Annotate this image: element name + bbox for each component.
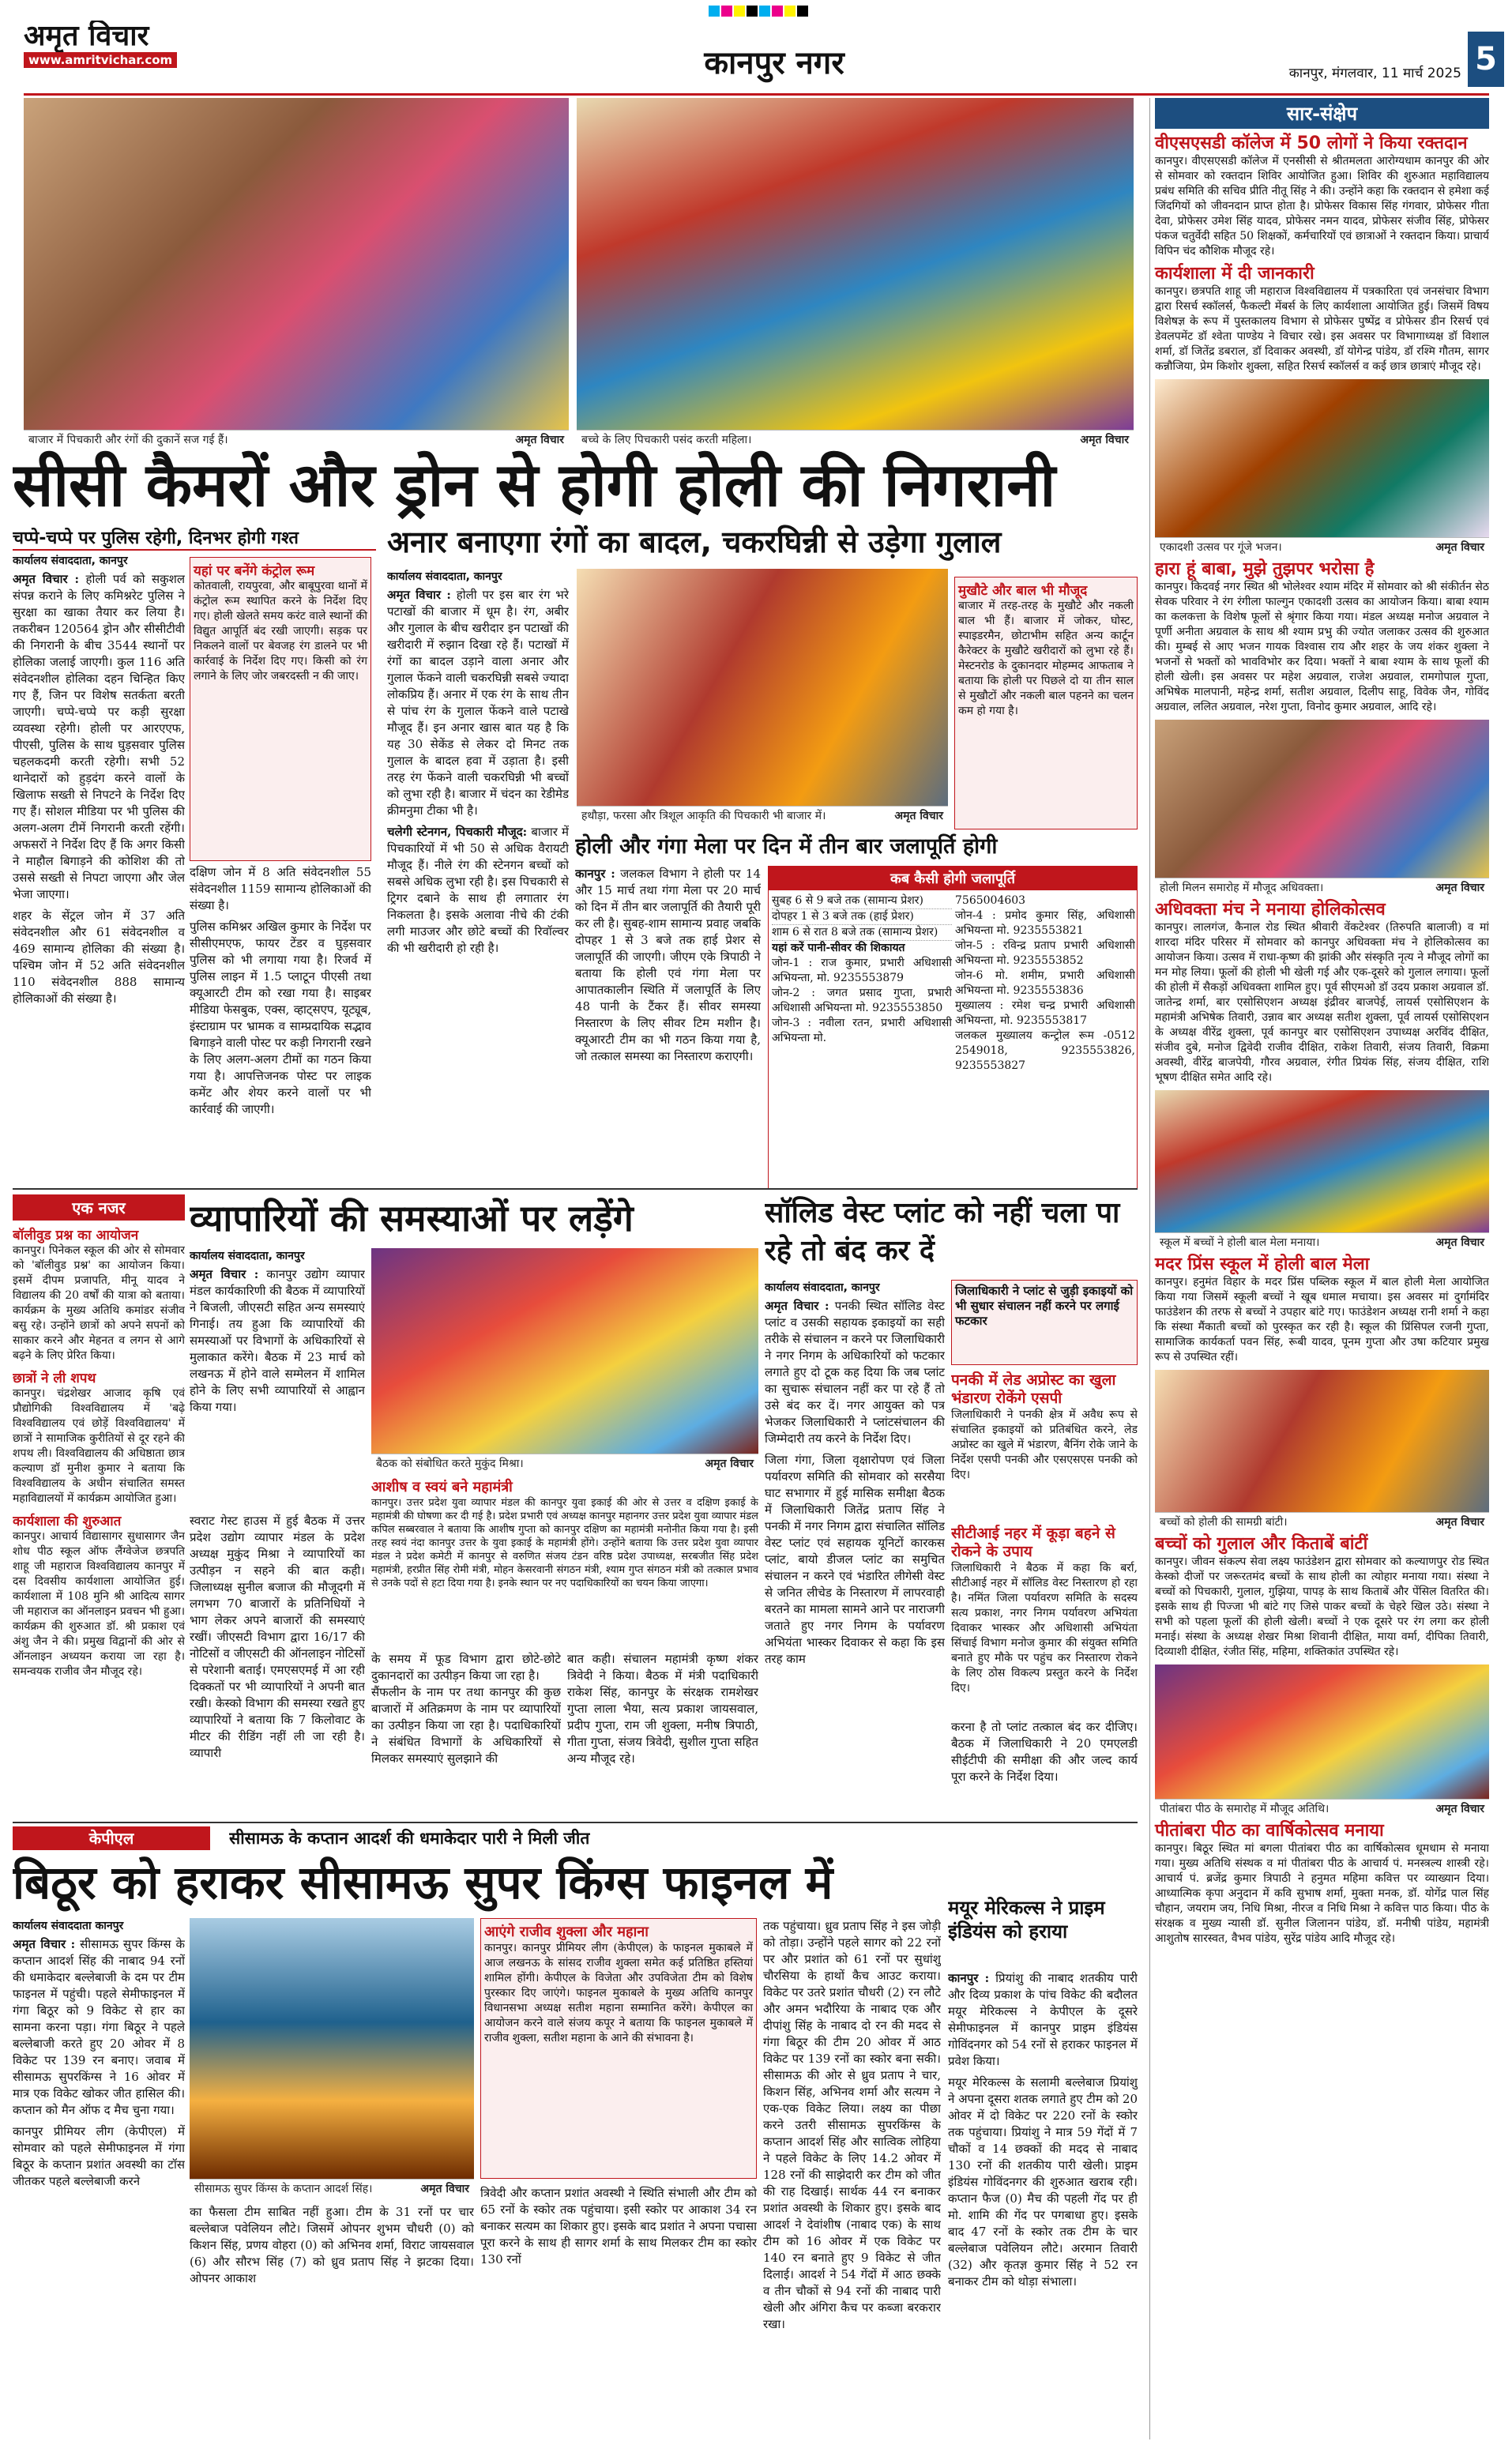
bithoor-story-col2 (190, 2204, 474, 2439)
box-title: आएंगे राजीव शुक्ला और महाना (484, 1924, 649, 1940)
vyapari-story-col1 (190, 1248, 365, 1509)
ekadashi-photo (1155, 379, 1489, 537)
pichkari-photo (577, 569, 948, 806)
contact-item: जोन-4 : प्रमोद कुमार सिंह, अधिशासी अभियन्ता मो. 9235553821 (955, 909, 1135, 937)
dateline: अमृत विचार : (190, 1267, 259, 1281)
dm-rebuke-box (951, 1280, 1138, 1365)
item-text: जिलाधिकारी ने पनकी क्षेत्र में अवैध रूप से संचालित इकाइयों को प्रतिबंधित करने, लेड अप्रोस्ट का खुले में भंडारण, बैनिंग रोके जाने के निर्देश एसपी पनकी और एसएसएस पनकी को दिए। (951, 1409, 1138, 1481)
byline: कार्यालय संवाददाता, कानपुर (13, 555, 128, 567)
anar-story (387, 569, 569, 1185)
ek-nazar-label: एक नजर (13, 1194, 185, 1221)
waste-story-col3 (951, 1719, 1138, 1817)
vyapari-story-col4 (567, 1651, 758, 1817)
photo-credit: अमृत विचार (1435, 1803, 1484, 1815)
contact-item: जलकल मुख्यालय कन्ट्रोल रूम -0512 2549018, 9235553826, 9235553827 (955, 1029, 1135, 1072)
ekadashi-caption (1155, 537, 1489, 556)
brief-text: कानपुर। लालगंज, कैनाल रोड स्थित श्रीवारी वेंकटेश्वर (तिरुपति बालाजी) व मां शारदा मंदिर परिसर में सोमवार को कानपुर अधिवक्ता मंच ने होलिकोत्सव का आयोजन किया। उत्सव में राधा-कृष्ण की झांकी और संस्कृति नृत्य ने मौजूद लोगों का मन मोह लिया। फूलों की होली भी खेली गई और एक-दूसरे को गुलाल लगाया। फूलों की होली में सैकड़ों अधिवक्ता शामिल हुए। पूर्व सीएमओ डॉ उदय प्रकाश अग्रवाल डॉ. जातेन्द्र शर्मा, बार एसोसिएशन अध्यक्ष इंद्रीवर बाजपेई, लायर्स एसोसिएशन के महामंत्री अभिषेक तिवारी, उन्नाव बार अध्यक्ष सतीश शुक्ला, पूर्व लायर्स एसोसिएशन के अध्यक्ष वीरेंद्र शुक्ला, पूर्व कानपुर बार एसोसिएशन उपाध्यक्ष अरविंद दीक्षित, संजीव दुबे, मनोज द्विवेदी राजीव दीक्षित, राकेश तिवारी, संजय तिवारी, विक्रमा अवस्थी, वीरेंद्र बाजपेयी, गौरव अग्रवाल, रंगीत प्रियंक सिंह, संजय दीक्षित, राशि भूषण दीक्षित समेत आदि रहे। (1155, 921, 1489, 1084)
caption-text: बैठक को संबोधित करते मुकुंद मिश्रा। (376, 1458, 524, 1470)
logo-text: अमृत विचार (24, 21, 149, 52)
dateline: अमृत विचार : (765, 1299, 829, 1313)
brief-title: बॉलीवुड प्रश्न का आयोजन (13, 1228, 139, 1243)
bithoor-story-col4 (763, 1918, 941, 2439)
caption-text: होली मिलन समारोह में मौजूद अधिवक्ता। (1160, 882, 1324, 894)
brief-text: कानपुर। चंद्रशेखर आजाद कृषि एवं प्रौद्योगिकी विश्वविद्यालय में 'बढ़े विश्वविद्यालय एवं छोड़ें विश्वविद्यालय' में छात्रों ने सामाजिक कुरीतियों से दूर रहने की शपथ ली। विश्वविद्यालय की अधिष्ठाता छात्र कल्याण डॉ मुनीश कुमार ने बताया कि विश्वविद्यालय के अधीन संचालित समस्त महाविद्यालयों में कार्यक्रम आयोजित हुआ। (13, 1387, 185, 1505)
vyapari-story-col2 (190, 1513, 365, 1817)
waste-headline: सॉलिड वेस्ट प्लांट को नहीं चला पा रहे तो बंद कर दें (765, 1197, 1120, 1267)
section-title: कानपुर नगर (704, 45, 844, 81)
kids-caption (1155, 1512, 1489, 1531)
bithoor-para-4: त्रिवेदी और कप्तान प्रशांत अवस्थी ने स्थिति संभाली और टीम को 65 रनों के स्कोर तक पहुंचाया। इसी स्कोर पर आकाश 34 रन बनाकर सत्यम का शिकार हुए। इसके बाद प्रशांत ने अपना पचासा पूरा करने के साथ ही सागर शर्मा के साथ मिलकर टीम का स्कोर 130 रनों (480, 2186, 757, 2266)
anar-para-2: बाजार में पिचकारियों में भी 50 से अधिक वैरायटी मौजूद हैं। नीले रंग की स्टेनगन बच्चों को सबसे अधिक लुभा रही है। इस पिचकारी से ट्रिगर दबाने के साथ ही लगातार रंग निकलता है। इसके अलावा नीचे की टंकी लगी माउजर और छोटे बच्चों की रिवॉल्वर की भी खरीदारी हो रही है। (387, 825, 569, 955)
anar-para-1: होली पर इस बार रंग भरे पटाखों की बाजार में धूम है। रंग, अबीर और गुलाल के बीच खरीदार इन पटाखों की खरीदारी में रुझान दिखा रहे हैं। पटाखों में रंगों का बादल उड़ाने वाला अनार और गुलाल फेंकने वाली चकरघिन्नी सबसे ज्यादा लोकप्रिय हैं। अनार में एक रंग के साथ तीन से पांच रंग के गुलाल फेंकने वाले पटाखे मौजूद हैं। इन अनार खास बात यह है कि यह 30 सेकेंड से लेकर दो मिनट तक गुलाल के बादल हवा में उड़ाता है। इसी तरह रंग फेंकने वाली चकरघिन्नी भी बच्चों को लुभा रही है। बाजार में चंदन का रेडीमेड क्रीमनुमा टीका भी है। (387, 588, 569, 818)
photo-credit: अमृत विचार (894, 810, 943, 822)
vyapari-headline: व्यापारियों की समस्याओं पर लड़ेंगे (190, 1197, 634, 1239)
byline: कार्यालय संवाददाता, कानपुर (190, 1250, 305, 1262)
vyapari-para-3: के समय में फूड विभाग द्वारा छोटे-छोटे दुकानदारों का उत्पीड़न किया जा रहा है। (371, 1652, 561, 1683)
ganga-headline: होली और गंगा मेला पर दिन में तीन बार जलापूर्ति होगी (575, 834, 998, 859)
contact-item: जोन-5 : रविन्द्र प्रताप प्रभारी अधिशासी अभियन्ता मो. 9235553852 (955, 939, 1135, 967)
pichkari-photo-caption (577, 806, 948, 826)
dateline: अमृत विचार : (13, 1937, 76, 1951)
meeting-photo (371, 1248, 758, 1454)
sidebar (1149, 98, 1489, 2439)
box-text: बाजार में तरह-तरह के मुखौटे और नकली बाल भी हैं। बाजार में जोकर, घोस्ट, स्पाइडरमैन, छोटाभीम सहित अन्य कार्टून कैरेक्टर के मुखौटे खरीदारों को लुभा रहे हैं। मेस्टनरोड के दुकानदार मोहम्मद आफताब ने बताया कि होली पर पिछले दो या तीन साल से मुखौटों और नकली बाल पहनने का चलन कम हो गया है। (958, 600, 1134, 717)
caption-text: एकादशी उत्सव पर गूंजे भजन। (1160, 541, 1282, 554)
masks-box (954, 577, 1138, 829)
market-photo-caption (24, 430, 569, 450)
caption-text: बच्चों को होली की सामग्री बांटी। (1160, 1516, 1288, 1529)
ek-nazar-column (13, 1194, 185, 1819)
bithoor-para-2: कानपुर प्रीमियर लीग (केपीएल) में सोमवार को पहले सेमीफाइनल में गंगा बिठूर के कप्तान प्रशांत अवस्थी का टॉस जीतकर पहले बल्लेबाजी करने (13, 2124, 185, 2188)
box-text: कानपुर। कानपुर प्रीमियर लीग (केपीएल) के फाइनल मुकाबले में आज लखनऊ के सांसद राजीव शुक्ला समेत कई प्रतिष्ठित हस्तियां शामिल होंगी। केपीएल के विजेता और उपविजेता टीम को विशेष पुरस्कार दिए जाएंगे। फाइनल मुकाबले के मुख्य अतिथि कानपुर विधानसभा अध्यक्ष सतीश महाना सम्मानित करेंगे। केपीएल का आयोजन करने वाले संजय कपूर ने बताया कि फाइनल मुकाबले में राजीव शुक्ला, सतीश महाना के आने की संभावना है। (484, 1942, 753, 2044)
anar-headline: अनार बनाएगा रंगों का बादल, चकरघिन्नी से उड़ेगा गुलाल (387, 525, 1002, 559)
guests-box (480, 1918, 757, 2179)
lead-para-2: शहर के सेंट्रल जोन में 37 अति संवेदनशील और 61 संवेदनशील व 469 सामान्य होलिका की संख्या है। पश्चिम जोन में 52 अति संवेदनशील 110 संवेदनशील 888 सामान्य होलिकाओं की संख्या है। (13, 908, 185, 1006)
caption-text: पीतांबरा पीठ के समारोह में मौजूद अतिथि। (1160, 1803, 1330, 1815)
ganga-para-1: जलकल विभाग ने होली पर 14 और 15 मार्च तथा गंगा मेला पर 20 मार्च को दिन में तीन बार जलापूर्ति की तैयारी पूरी कर ली है। सुबह-शाम सामान्य प्रवाह जबकि दोपहर 1 से 3 बजे तक हाई प्रेशर से जलापूर्ति की जाएगी। जीएम एके त्रिपाठी ने बताया कि होली एवं गंगा मेला पर आपातकालीन स्थिति में जलापूर्ति के लिए 48 पानी के टैंकर हैं। सीवर समस्या निस्तारण के लिए सीवर टिम मशीन है। क्यूआरटी टीम का भी गठन किया गया है, जो तत्काल समस्या का निस्तारण कराएगी। (575, 867, 761, 1063)
dateline: अमृत विचार : (13, 572, 80, 586)
bithoor-para-5: तक पहुंचाया। ध्रुव प्रताप सिंह ने इस जोड़ी को तोड़ा। उन्होंने पहले सागर को 22 रनों पर और प्रशांत को 61 रनों पर सुधांशु चौरसिया के हाथों कैच आउट कराया। विकेट पर उतरे प्रशांत चौधरी (2) रन लौटे और अमन भदौरिया के नाबाद एक और दीपांशु सिंह के नाबाद दो रन की मदद से गंगा बिठूर की टीम 20 ओवर में आठ विकेट पर 139 रनों का स्कोर बना सकी। सीसामऊ की ओर से ध्रुव प्रताप ने चार, किशन सिंह, अभिनव शर्मा और सत्यम ने एक-एक विकेट लिया। लक्ष्य का पीछा करने उतरी सीसामऊ सुपरकिंग्स के कप्तान आदर्श सिंह और सात्विक लोहिया ने पहले विकेट के लिए 14.2 ओवर में 128 रनों की साझेदारी कर टीम को जीत की राह दिखाई। सार्थक 44 रन बनाकर प्रशांत अवस्थी के शिकार हुए। इसके बाद आदर्श ने देवांशीष (नाबाद एक) के साथ टीम को 16 ओवर में एक विकेट पर 140 रन बनाते हुए 9 विकेट से जीत दिलाई। आदर्श ने 54 गेंदों में आठ छक्के व तीन चौकों से 94 रनों की नाबाद पारी खेली और अंगिरा कैच पर कब्जा बरकरार रखा। (763, 1919, 941, 2331)
kpl-kicker: सीसामऊ के कप्तान आदर्श की धमाकेदार पारी ने मिली जीत (229, 1829, 590, 1848)
schedule-item: दोपहर 1 से 3 बजे तक (हाई प्रेशर) (772, 909, 952, 925)
bithoor-story-col3 (480, 2185, 757, 2439)
waste-story-col1 (765, 1280, 945, 1817)
photo-credit: अमृत विचार (420, 2183, 469, 2195)
brief-text: कानपुर। वीएसएसडी कॉलेज में एनसीसी से श्रीतमलता आरोग्यधाम कानपुर की ओर से सोमवार को रक्तदान शिविर आयोजित हुआ। शिविर की शुरुआत महाविद्यालय प्रबंध समिति की सचिव प्रीति नीतू सिंह ने की। उन्होंने कहा कि रक्तदान से हमेशा कई जिंदगियों को जीवनदान प्राप्त होता है। प्रोफेसर विकास सिंह गंगवार, प्रोफेसर गीता देवा, प्रोफेसर उमेश सिंह यादव, प्रोफेसर नमन यादव, प्रोफेसर संजीव सिंह, प्रोफेसर पंकज चतुर्वेदी सहित 50 शिक्षकों, कर्मचारियों एवं छात्राओं ने रक्तदान किया। प्राचार्य विपिन चंद कौशिक मौजूद रहे। (1155, 155, 1489, 258)
brief-text: कानपुर। छत्रपति शाहू जी महाराज विश्वविद्यालय में पत्रकारिता एवं जनसंचार विभाग द्वारा रिसर्च स्कॉलर्स, फैकल्टी मेंबर्स के लिए कार्यशाला आयोजित हुई। जिसमें विषय विशेषज्ञ के रूप में पुस्तकालय विभाग से प्रोफेसर पुष्पेंद्र व प्रोफेसर डीन रिसर्च एवं डेवलपमेंट डॉ श्वेता पाण्डेय ने विचार रखे। इस अवसर पर विभागाध्यक्ष डॉ विशाल शर्मा, डॉ जितेंद्र डबराल, डॉ दिवाकर अवस्थी, डॉ योगेन्द्र पांडेय, डॉ रश्मि गौतम, सागर कन्नौजिया, प्रेम किशोर शुक्ला, सहित रिसर्च स्कॉलर्स व कई छात्र छात्राएं मौजूद रहे। (1155, 285, 1489, 373)
vyapari-para-2: स्वराट गेस्ट हाउस में हुई बैठक में उत्तर प्रदेश उद्योग व्यापार मंडल के प्रदेश अध्यक्ष मुकुंद मिश्रा ने व्यापारियों का उत्पीड़न न सहने की बात कही। जिलाध्यक्ष सुनील बजाज की मौजूदगी में लगभग 70 बाजारों के प्रतिनिधियों ने भाग लेकर अपने बाजारों की समस्याएं रखीं। जीएसटी विभाग द्वारा 16/17 की नोटिसों व जीएसटी की ऑनलाइन नोटिसों से परेशानी बताई। एमएसएमई में आ रही दिक्कतों पर भी व्यापारियों ने अपनी बात रखी। केस्को विभाग की समस्या रखते हुए व्यापारियों ने बताया कि 7 किलोवाट के मीटर की रीडिंग नहीं ली जा रही है। व्यापारी (190, 1514, 365, 1760)
masthead (0, 0, 1512, 93)
brief-text: कानपुर। हनुमंत विहार के मदर प्रिंस पब्लिक स्कूल में बाल होली मेला आयोजित किया गया जिसमें स्कूली बच्चों ने खूब धमाल मचाया। इस अवसर मां दुर्गामंदिर फाउंडेशन की तरफ से बच्चों ने उपहार बांटे गए। फाउंडेशन अध्यक्ष रानी शर्मा ने कहा कि संस्था मैंकाती बच्चों को पुरस्कृत कर रही है। स्कूल की प्रिंसिपल रजनी गुप्ता, सामाजिक कार्यकर्ता पवन सिंह, रूबी यादव, पूनम गुप्ता और उषा कटियार प्रमुख रूप से उपस्थित रहीं। (1155, 1276, 1489, 1364)
color-registration-bar (442, 5, 1074, 21)
panki-item (951, 1371, 1138, 1522)
caption-text: स्कूल में बच्चों ने होली बाल मेला मनाया। (1160, 1236, 1320, 1249)
brief-title: कार्यशाला की शुरुआत (13, 1514, 122, 1529)
photo-credit: अमृत विचार (515, 434, 564, 446)
brief-title: कार्यशाला में दी जानकारी (1155, 264, 1315, 284)
box-title: मुखौटे और बाल भी मौजूद (958, 583, 1088, 599)
mahamantri-box (371, 1477, 758, 1647)
box-title: आशीष व स्वयं बने महामंत्री (371, 1479, 513, 1495)
byline: कार्यालय संवाददाता, कानपुर (387, 570, 502, 583)
brief-title: हारा हूं बाबा, मुझे तुझपर भरोसा है (1155, 559, 1375, 579)
photo-credit: अमृत विचार (1435, 1236, 1484, 1249)
lead-para-3: दक्षिण जोन में 8 अति संवेदनशील 55 संवेदनशील 1159 सामान्य होलिकाओं की संख्या है। (190, 865, 371, 912)
shopping-photo-caption (577, 430, 1134, 450)
brief-title: छात्रों ने ली शपथ (13, 1371, 96, 1386)
holi-milan-photo (1155, 720, 1489, 878)
ganga-story (575, 866, 761, 1198)
waste-para-3: करना है तो प्लांट तत्काल बंद कर दीजिए। बैठक में जिलाधिकारी ने 20 एमएलडी सीईटीपी की समीक्षा की और जल्द कार्य पूरा करने के निर्देश दिया। (951, 1720, 1138, 1784)
waste-para-2: जिला गंगा, जिला वृक्षारोपण एवं जिला पर्यावरण समिति की सोमवार को सरसैया घाट सभागार में हुई मासिक समीक्षा बैठक में जिलाधिकारी जितेंद्र प्रताप सिंह ने पनकी में नगर निगम द्वारा संचालित सॉलिड वेस्ट प्लांट एवं सहायक यूनिटों कारकस प्लांट, बायो डीजल प्लांट का समुचित संचालन न करने एवं भंडारित लीगेसी वेस्ट से जनित लीचेड के निस्तारण में लापरवाही बरतने का मामला सामने आने पर नाराजगी जताते हुए नगर निगम के पर्यावरण अभियंता भास्कर दिवाकर से कहा कि इस तरह काम (765, 1453, 945, 1666)
vyapari-para-1: कानपुर उद्योग व्यापार मंडल कार्यकारिणी की बैठक में व्यापारियों ने बिजली, जीएसटी सहित अन्य समस्याएं गिनाई। तय हुआ कि व्यापारियों की समस्याओं पर विभागों के अधिकारियों से मुलाकात करेंगे। बैठक में 23 मार्च को लखनऊ में होने वाले सम्मेलन में शामिल होने के लिए सभी व्यापारियों से आह्वान किया गया। (190, 1267, 365, 1414)
item-title: सीटीआई नहर में कूड़ा बहने से रोकने के उपाय (951, 1525, 1115, 1560)
bithoor-story-col1 (13, 1918, 185, 2439)
lead-kicker: चप्पे-चप्पे पर पुलिस रहेगी, दिनभर होगी गश्त (13, 525, 376, 551)
schedule-list (772, 893, 952, 1186)
cricket-photo-caption (190, 2179, 474, 2199)
bithoor-para-1: सीसामऊ सुपर किंग्स के कप्तान आदर्श सिंह की नाबाद 94 रनों की धमाकेदार बल्लेबाजी के दम पर टीम फाइनल में पहुंची। पहले सेमीफाइनल में गंगा बिठूर को 9 विकेट से हार का सामना करना पड़ा। गंगा बिठूर ने पहले बल्लेबाजी करते हुए 20 ओवर में 8 विकेट पर 139 रन बनाए। जवाब में सीसामऊ सुपरकिंग्स ने 16 ओवर में मात्र एक विकेट खोकर जीत हासिल की। कप्तान को मैन ऑफ द मैच चुना गया। (13, 1937, 185, 2117)
brief-title: अधिवक्ता मंच ने मनाया होलिकोत्सव (1155, 900, 1386, 920)
box-title: यहां पर बनेंगे कंट्रोल रूम (194, 563, 315, 579)
dateline: कानपुर : (575, 867, 615, 881)
meeting-photo-caption (371, 1454, 758, 1474)
box-title: कब कैसी होगी जलापूर्ति (769, 867, 1137, 890)
box-text: कोतवाली, रायपुरवा, और बाबूपुरवा थानों में कंट्रोल रूम स्थापित करने के निर्देश दिए गए। होली खेलते समय करंट वाले स्थानों की विद्युत आपूर्ति बंद रखी जाएगी। सड़क पर निकलने वालों पर बेवजह रंग डालने पर भी कार्रवाई के निर्देश दिए गए। किसी को रंग लगाने के लिए जोर जबरदस्ती न की जाए। (194, 580, 367, 683)
shopping-photo (577, 98, 1134, 430)
section-divider (13, 1822, 1138, 1823)
vyapari-story-col3 (371, 1651, 561, 1817)
schedule-item: जोन-1 : राज कुमार, प्रभारी अधिशासी अभियन्ता, मो. 9235553879 (772, 957, 952, 984)
brief-text: कानपुर। बिठूर स्थित मां बगला पीतांबरा पीठ का वार्षिकोत्सव धूमधाम से मनाया गया। मुख्य अतिथि संस्थक व मां पीतांबरा पीठ के आचार्य पं. मनस्त्रल्य शास्त्री रहे। आचार्य पं. ब्रजेंद्र कुमार त्रिपाठी ने हनुमत महिमा कवित्त पर व्याख्यान दिया। आध्यात्मिक कृपा अनुदान में कवि सुभाष शर्मा, मुक्ता मनक, डॉ. योगेंद्र पाल सिंह चौहान, जयराम जय, निधि मिश्रा, नीरज व निधि मिश्रा ने कवित्त पाठ किया। पीठ के संरक्षक व मुख्य न्यासी डॉ. सुनील जिलानन पांडेय, डॉ. मनीषी पांडेय, महामंत्री आशुतोष सारस्वत, वैभव पांडेय, सुरेंद्र पांडेय आदि मौजूद रहे। (1155, 1842, 1489, 1945)
brief-text: कानपुर। पिनेकल स्कूल की ओर से सोमवार को 'बॉलीवुड प्रश्न' का आयोजन किया। इसमें दीपम प्रजापति, मीनू यादव ने विद्यालय की 20 वर्षों की यात्रा को बताया। कार्यक्रम के मुख्य अतिथि कमांडर संजीव बसु रहे। उन्होंने छात्रों को अपने सपनों को साकार करने और मेहनत व लगन से आगे बढ़ने के लिए प्रेरित किया। (13, 1244, 185, 1362)
pitambara-caption (1155, 1799, 1489, 1818)
holi-milan-caption (1155, 878, 1489, 897)
box-text: जिलाधिकारी ने प्लांट से जुड़ी इकाइयों को भी सुधार संचालन नहीं करने पर लगाई फटकार (955, 1284, 1134, 1328)
photo-credit: अमृत विचार (705, 1458, 754, 1470)
schedule-item: सुबह 6 से 9 बजे तक (सामान्य प्रेशर) (772, 893, 952, 909)
schedule-item: जोन-2 : जगत प्रसाद गुप्ता, प्रभारी अधिशासी अभियन्ता मो. 9235553850 (772, 987, 952, 1014)
kids-photo (1155, 1370, 1489, 1512)
kpl-label: केपीएल (13, 1826, 210, 1850)
schedule-item: शाम 6 से रात 8 बजे तक (सामान्य प्रेशर) (772, 925, 952, 941)
vyapari-para-5: बात कही। संचालन महामंत्री कृष्ण शंकर त्रिवेदी ने किया। बैठक में मंत्री पदाधिकारी राकेश सिंह, कानपुर के संरक्षक रामशेखर गुप्ता लाला भैया, सत्य प्रकाश जायसवाल, प्रदीप गुप्ता, राम जी शुक्ला, मनीष त्रिपाठी, गीता गुप्ता, संजय त्रिवेदी, सुशील गुप्ता सहित अन्य मौजूद रहे। (567, 1652, 758, 1766)
page-number: 5 (1468, 32, 1504, 87)
site-url[interactable]: www.amritvichar.com (24, 52, 177, 68)
brief-title: पीतांबरा पीठ का वार्षिकोत्सव मनाया (1155, 1821, 1384, 1841)
caption-text: बच्चे के लिए पिचकारी पसंद करती महिला। (581, 434, 752, 446)
contact-item: जोन-6 मो. शमीम, प्रभारी अधिशासी अभियन्ता मो. 9235553836 (955, 969, 1135, 997)
subhead: चलेगी स्टेनगन, पिचकारी मौजूद: (387, 825, 528, 839)
section-divider (13, 1188, 1138, 1190)
issue-date: कानपुर, मंगलवार, 11 मार्च 2025 (1288, 66, 1461, 81)
contact-list (955, 893, 1135, 1186)
control-room-box (190, 557, 371, 861)
pitambara-photo (1155, 1664, 1489, 1799)
bithoor-para-3: का फैसला टीम साबित नहीं हुआ। टीम के 31 रनों पर चार बल्लेबाज पवेलियन लौटे। जिसमें ओपनर शुभम चौधरी (0) को किशन सिंह, प्रणय वोहरा (0) को अभिनव शर्मा, विराट जायसवाल (6) और सौरभ सिंह (7) को ध्रुव प्रताप सिंह ने झटका दिया। ओपनर आकाश (190, 2205, 474, 2285)
box-text: कानपुर। उत्तर प्रदेश युवा व्यापार मंडल की कानपुर युवा इकाई की ओर से उत्तर व दक्षिण इकाई के महामंत्री की घोषणा कर दी गई है। प्रदेश प्रभारी एवं अध्यक्ष कानपुर महानगर उत्तर प्रदेश युवा व्यापार मंडल कपिल सब्बरवाल ने बताया कि आशीष गुप्ता को कानपुर दक्षिण का महामंत्री मनोनीत किया गया है। इसी तरह स्वयं नंदा कानपुर उत्तर के युवा इकाई के महामंत्री होंगे। उन्होंने बताया कि उत्तर प्रदेश युवा व्यापार मंडल ने प्रदेश कमेटी में कानपुर से वरुणित संजय टंडन वरिष्ठ प्रदेश उपाध्यक्ष, सरबजीत सिंह प्रदेश महामंत्री, हरप्रीत सिंह रोमी मंत्री, मोहन केसरवानी संगठन मंत्री, श्याम गुप्त संगठन मंत्री को तत्काल प्रभाव से उनके पदों से हटा दिया गया है। इनके स्थान पर नए पदाधिकारियों का चयन किया जाएगा। (371, 1497, 758, 1589)
photo-credit: अमृत विचार (1435, 882, 1484, 894)
schedule-item: यहां करें पानी-सीवर की शिकायत (772, 942, 905, 954)
photo-credit: अमृत विचार (1435, 1516, 1484, 1529)
caption-text: सीसामऊ सुपर किंग्स के कप्तान आदर्श सिंह। (194, 2183, 373, 2195)
sidebar-title: सार-संक्षेप (1155, 98, 1489, 129)
lead-para-1: होली पर्व को सकुशल संपन्न कराने के लिए कमिश्नरेट पुलिस ने सुरक्षा का खाका तैयार कर लिया है। तकरीबन 120564 ड्रोन और सीसीटीवी की निगरानी के बीच 3544 स्थानों पर होलिका जलाई जाएगी। कुल 116 अति संवेदनशील होलिका दहन चिन्हित किए गए हैं, जिन पर विशेष सतर्कता बरती जाएगी। चप्पे-चप्पे पर कड़ी सुरक्षा व्यवस्था रहेगी। होली पर आरएएफ, पीएसी, पुलिस के साथ घुड़सवार पुलिस चहलकदमी करती रहेगी। सभी 52 थानेदारों को हुड़दंग करने वालों के खिलाफ सख्ती से निपटने के निर्देश दिए गए हैं। सोशल मीडिया पर भी पुलिस की अलग-अलग टीमें निगरानी करती रहेंगी। अफसरों ने निर्देश दिए हैं कि अगर किसी ने माहौल बिगाड़ने की कोशिश की तो उससे सख्ती से निपटा जाएगा और जेल भेजा जाएगा। (13, 572, 185, 901)
brief-title: बच्चों को गुलाल और किताबें बांटीं (1155, 1534, 1368, 1554)
photo-credit: अमृत विचार (1435, 541, 1484, 554)
brief-title: वीएसएसडी कॉलेज में 50 लोगों ने किया रक्तदान (1155, 134, 1468, 153)
contact-item: मुख्यालय : रमेश चन्द्र प्रभारी अधिशासी अभियन्ता, मो. 9235553817 (955, 999, 1135, 1027)
contact-item: 7565004603 (955, 894, 1026, 907)
brief-text: कानपुर। आचार्य विद्यासागर सुधासागर जैन शोध पीठ स्कूल ऑफ लैंग्वेजेज छत्रपति शाहू जी महाराज विश्वविद्यालय कानपुर में दस दिवसीय कार्यशाला आयोजित हुई। कार्यशाला में 108 मुनि श्री आदित्य सागर जी महाराज का ऑनलाइन प्रवचन भी हुआ। कार्यक्रम की शुरुआत डॉ. श्री प्रकाश एवं अंशु जैन ने की। प्रमुख विद्वानों की ओर से ऑनलाइन अध्ययन कराया जा रहा है। समन्वयक राजीव जैन मौजूद रहे। (13, 1530, 185, 1678)
mayur-headline: मयूर मेरिकल्स ने प्राइम इंडियंस को हराया (948, 1897, 1105, 1943)
brief-title: मदर प्रिंस स्कूल में होली बाल मेला (1155, 1254, 1370, 1274)
cet-canal-item (951, 1525, 1138, 1714)
byline: कार्यालय संवाददाता कानपुर (13, 1920, 124, 1932)
mayur-story (948, 1970, 1138, 2439)
lead-headline: सीसी कैमरों और ड्रोन से होगी होली की निगरानी (13, 450, 1056, 520)
school-photo (1155, 1090, 1489, 1232)
caption-text: बाजार में पिचकारी और रंगों की दुकानें सज गई हैं। (28, 434, 228, 446)
cricket-photo (190, 1918, 474, 2179)
water-schedule-box (768, 866, 1138, 1190)
photo-credit: अमृत विचार (1080, 434, 1129, 446)
dateline: अमृत विचार : (387, 588, 451, 602)
brief-text: कानपुर। जीवन संकल्प सेवा लक्ष्य फाउंडेशन द्वारा सोमवार को कल्याणपुर रोड स्थित केस्को दीजों पर जरूरतमंद बच्चों के साथ होली का त्योहार मनाया गया। संस्था ने बच्चों को पिचकारी, गुलाल, गुझिया, पापड़ के साथ किताबें और पेंसिल वितरित की। इसके साथ ही पिज्जा भी बांटे गए जिसे पाकर बच्चों के चेहरे खिल उठे। संस्था ने सभी को पहला फूलों की होली खेली। बच्चों ने एक दूसरे पर रंग लगा कर होली मनाई। संस्था के अध्यक्ष शेखर मिश्रा शिवानी दीक्षित, माया वर्मा, दीपिका तिवारी, दिव्याशी दीक्षित, रंजीत सिंह, महिमा, शक्तिकांत उपस्थित रहे। (1155, 1555, 1489, 1658)
byline: कार्यालय संवाददाता, कानपुर (765, 1281, 880, 1294)
logo[interactable] (24, 21, 229, 68)
mayur-para-1: प्रियांशु की नाबाद शतकीय पारी और दिव्य प्रकाश के पांच विकेट की बदौलत मयूर मेरिकल्स ने केपीएल के दूसरे सेमीफाइनल में कानपुर प्राइम इंडियंस गोविंदनगर को 54 रनों से हराकर फाइनल में प्रवेश किया। (948, 1971, 1138, 2068)
lead-para-4: पुलिस कमिश्नर अखिल कुमार के निर्देश पर सीसीएमएफ, फायर टेंडर व घुड़सवार पुलिस को भी लगाया गया है। रिजर्व में पुलिस लाइन में 1.5 प्लाटून पीएसी तथा क्यूआरटी टीम को रखा गया है। साइबर मीडिया फेसबुक, एक्स, व्हाट्सएप, यूट्यूब, इंस्टाग्राम पर भ्रामक व साम्प्रदायिक सद्भाव बिगाड़ने वाली पोस्ट पर कड़ी निगरानी रखने के लिए अलग-अलग टीमों का गठन किया गया है। आपत्तिजनक पोस्ट पर लाइक कमेंट और शेयर करने वालों पर भी कार्रवाई की जाएगी। (190, 920, 371, 1116)
bithoor-headline: बिठूर को हराकर सीसामऊ सुपर किंग्स फाइनल में (13, 1856, 833, 1909)
item-title: पनकी में लेड अप्रोस्ट का खुला भंडारण रोकेंगे एसपी (951, 1371, 1116, 1407)
schedule-item: जोन-3 : नवीला रतन, प्रभारी अधिशासी अभियन्ता मो. (772, 1017, 952, 1044)
brief-text: कानपुर। किदवई नगर स्थित श्री भोलेश्वर श्याम मंदिर में सोमवार को श्री संकीर्तन सेठ सेवक परिवार ने रंग रंगीला फाल्गुन एकादशी उत्सव का आयोजन किया। बाबा श्याम का कलकत्ता के विशेष फूलों से श्रृंगार किया गया। मंडल अध्यक्ष मनोज अग्रवाल ने पूर्णी अनीता अग्रवाल के साथ श्री श्याम प्रभु की ज्योत जलाकर उत्सव की शुरुआत की। मुम्बई से आए भजन गायक विश्वास राय और शहर के जय शंकर शुक्ला ने भजनों से भक्तों को भावविभोर कर दिया। भक्तों ने बाबा श्याम के साथ फूलों की होली खेली। इस अवसर पर महेश अग्रवाल, राजेश अग्रवाल, रामगोपाल गुप्ता, अभिषेक मालपानी, महेन्द्र शर्मा, सतीश अग्रवाल, दिलीप साहू, विवेक जैन, गोविंद अग्रवाल, ललित अग्रवाल, नरेश गुप्ता, विनोद कुमार अग्रवाल, आदि रहे। (1155, 581, 1489, 713)
masthead-rule (24, 93, 1489, 96)
lead-story (13, 553, 185, 1185)
dateline: कानपुर : (948, 1971, 990, 1985)
caption-text: हथौड़ा, फरसा और त्रिशूल आकृति की पिचकारी भी बाजार में। (581, 810, 826, 822)
school-caption (1155, 1232, 1489, 1251)
lead-story-col2 (190, 864, 371, 1185)
market-photo (24, 98, 569, 430)
item-text: जिलाधिकारी ने बैठक में कहा कि बर्रा, सीटीआई नहर में सॉलिड वेस्ट निस्तारण हो रहा है। नमिंत जिला पर्यावरण समिति के सदस्य सत्य प्रकाश, नगर निगम पर्यावरण अभियंता दिवाकर भास्कर और अधिशासी अभियंता सिंचाई विभाग मनोज कुमार की संयुक्त समिति बनाते हुए मौके पर पहुंच कर निस्तारण रोकने के लिए ठोस विकल्प प्रस्तुत करने के निर्देश दिए। (951, 1562, 1138, 1695)
vyapari-para-4: सैंफलीन के नाम पर तथा कानपुर की कुछ बाजारों में अतिक्रमण के नाम पर व्यापारियों का उत्पीड़न किया जा रहा है। पदाधिकारियों ने संबंधित विभागों के अधिकारियों से मिलकर समस्याएं सुलझाने की (371, 1685, 561, 1766)
waste-para-1: पनकी स्थित सॉलिड वेस्ट प्लांट व उसकी सहायक इकाइयों का सही तरीके से संचालन न करने पर जिलाधिकारी ने नगर निगम के अधिकारियों को फटकार लगाते हुए दो टूक कह दिया कि जब प्लांट का सुचारू संचालन नहीं कर पा रहे हैं तो उसे बंद कर दें। नगर आयुक्त को पत्र भेजकर जिलाधिकारी ने प्लांटसंचालन की जिम्मेदारी तय करने के निर्देश दिए। (765, 1299, 945, 1446)
mayur-para-2: मयूर मेरिकल्स के सलामी बल्लेबाज प्रियांशु ने अपना दूसरा शतक लगाते हुए टीम को 20 ओवर में दो विकेट पर 220 रनों के स्कोर तक पहुंचाया। प्रियांशु ने मात्र 59 गेंदों में 7 चौकों व 14 छक्कों की मदद से नाबाद 130 रनों की शतकीय पारी खेली। प्राइम इंडियंस गोविंदनगर की शुरुआत खराब रही। कप्तान फैज (0) मैच की पहली गेंद पर ही मो. शामि की गेंद पर पगबाधा हुए। इसके बाद 47 रनों के स्कोर तक टीम के चार बल्लेबाज पवेलियन लौटे। अरमान तिवारी (32) और कृतज्ञ कुमार सिंह ने 52 रन बनाकर टीम को थोड़ा संभाला। (948, 2075, 1138, 2289)
